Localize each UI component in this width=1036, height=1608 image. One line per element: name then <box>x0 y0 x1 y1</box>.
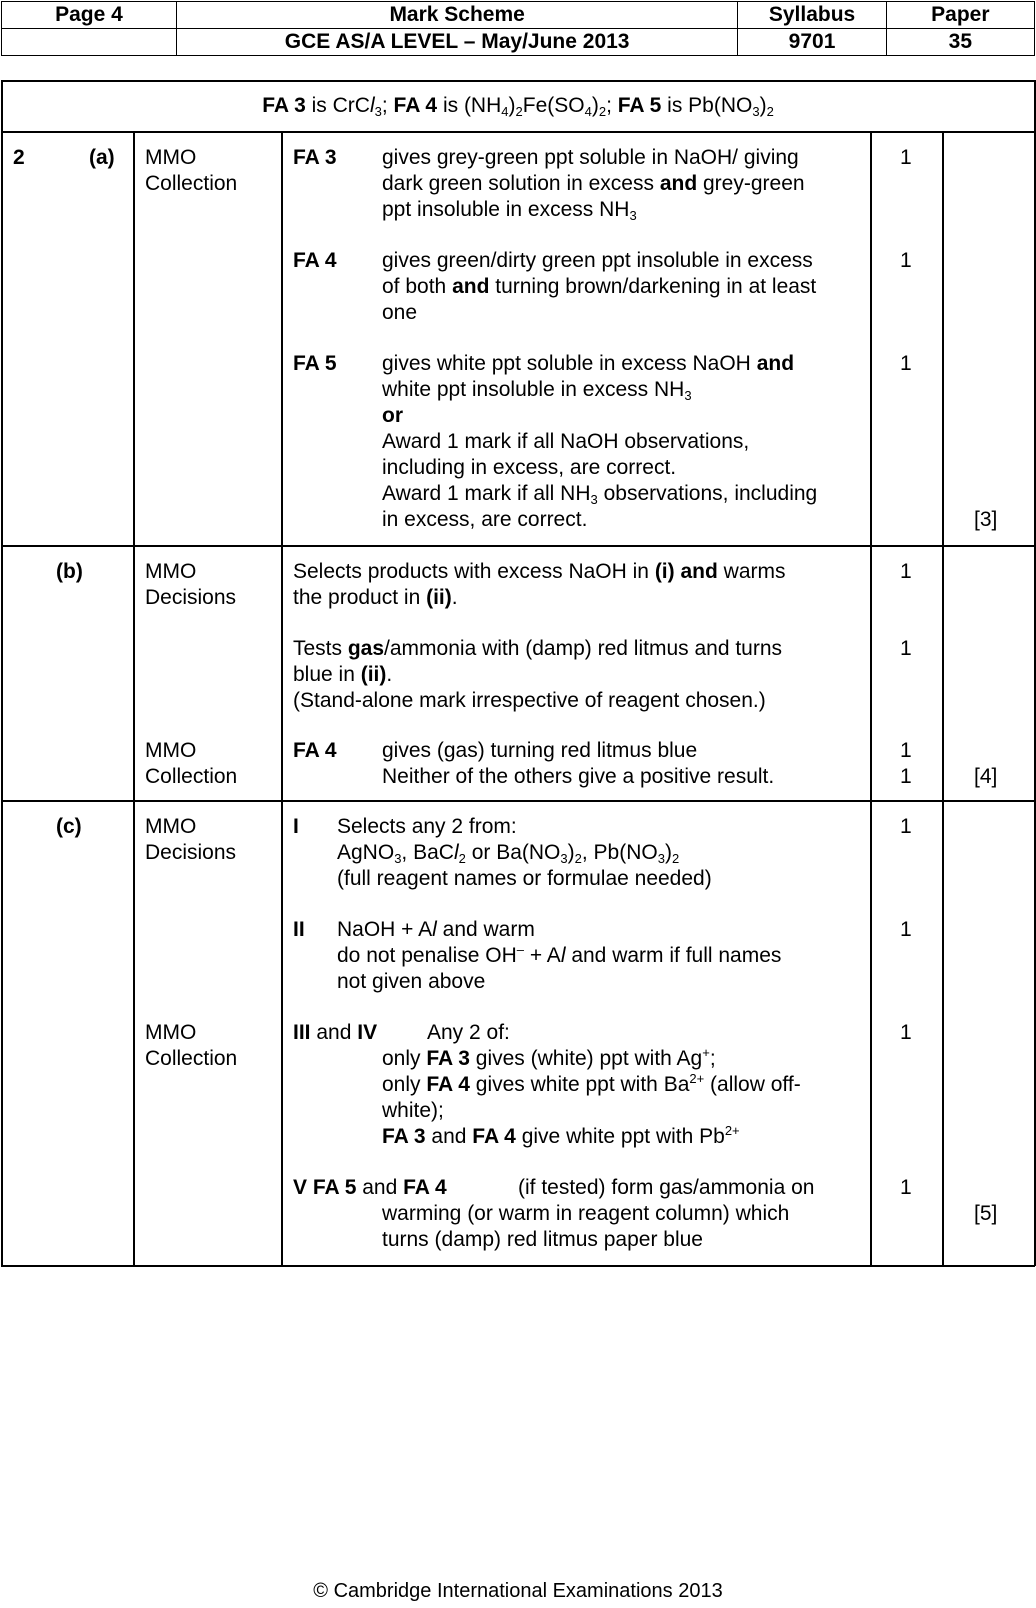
answer-line: only FA 4 gives white ppt with $Ba^{2+}$ (allow off- <box>382 1071 801 1096</box>
answer-line: Selects any 2 from: <box>337 815 517 838</box>
mark-value: 1 <box>900 1021 912 1044</box>
roman-numeral: II <box>293 918 305 941</box>
total-marks: [4] <box>974 765 998 788</box>
mark-value: 1 <box>900 352 912 375</box>
answer-line: gives grey-green ppt soluble in NaOH/ giving <box>382 146 799 169</box>
answer-line: of both and turning brown/darkening in at least <box>382 275 817 298</box>
fa3-label: FA 3 <box>293 146 337 169</box>
answer-line: gives white ppt soluble in excess NaOH and <box>382 352 795 375</box>
answer-line: Tests gas/ammonia with (damp) red litmus and turns <box>293 637 783 660</box>
total-marks: [5] <box>974 1202 998 1225</box>
roman-numeral: V FA 5 and FA 4 <box>293 1176 447 1199</box>
or-label: or <box>382 404 403 427</box>
exam-title: GCE AS/A LEVEL – May/June 2013 <box>176 29 738 56</box>
header-empty-cell <box>2 29 177 56</box>
fa5-label: FA 5 <box>293 352 337 375</box>
answer-line: ppt insoluble in excess $NH_3$ <box>382 198 637 223</box>
part-label: (c) <box>56 815 82 838</box>
syllabus-label: Syllabus <box>738 2 886 29</box>
answer-line: white); <box>382 1099 444 1122</box>
mark-value: 1 <box>900 249 912 272</box>
paper-label: Paper <box>886 2 1034 29</box>
fa4-label: FA 4 <box>293 249 337 272</box>
roman-numeral: III and IV <box>293 1021 378 1044</box>
answer-line: NaOH + Al and warm <box>337 918 535 941</box>
mmo-label: MMO <box>145 146 197 169</box>
mmo-label: MMO <box>145 739 197 762</box>
mark-value: 1 <box>900 765 912 788</box>
total-marks: [3] <box>974 508 998 531</box>
answer-line: only FA 3 gives (white) ppt with Ag+; <box>382 1045 716 1070</box>
mark-value: 1 <box>900 918 912 941</box>
answer-line: (if tested) form gas/ammonia on <box>518 1176 815 1199</box>
answer-line: turns (damp) red litmus paper blue <box>382 1228 703 1251</box>
answer-line: one <box>382 301 418 324</box>
answer-line: FA 3 and FA 4 give white ppt with $Pb^{2+}$ <box>382 1123 740 1148</box>
answer-line: gives (gas) turning red litmus blue <box>382 739 698 762</box>
mark-value: 1 <box>900 637 912 660</box>
mark-value: 1 <box>900 739 912 762</box>
mmo-label: MMO <box>145 560 197 583</box>
part-label: (b) <box>56 560 83 583</box>
mmo-label: MMO <box>145 815 197 838</box>
part-label: (a) <box>89 146 115 169</box>
mmo-type: Decisions <box>145 841 237 864</box>
mark-value: 1 <box>900 1176 912 1199</box>
answer-line: Selects products with excess NaOH in (i) and warms <box>293 560 786 583</box>
substances-intro: FA 3 is CrCl$_3$; FA 4 is $(NH_4)_2Fe(SO_4)_2$; FA 5 is $Pb(NO_3)_2$ <box>262 94 774 119</box>
page-number: Page 4 <box>2 2 177 29</box>
mark-value: 1 <box>900 146 912 169</box>
answer-line: including in excess, are correct. <box>382 456 677 479</box>
answer-line: Neither of the others give a positive result. <box>382 765 775 788</box>
mmo-type: Collection <box>145 765 238 788</box>
answer-line: AgNO$_3$, BaCl$_2$ or $Ba(NO_3)_2$, $Pb(NO_3)_2$ <box>337 841 680 866</box>
answer-line: (full reagent names or formulae needed) <box>337 867 712 890</box>
mmo-type: Collection <box>145 1047 238 1070</box>
answer-line: (Stand-alone mark irrespective of reagent chosen.) <box>293 689 766 712</box>
mark-value: 1 <box>900 815 912 838</box>
header-table <box>1 1 1035 56</box>
syllabus-code: 9701 <box>738 29 886 56</box>
mark-scheme-label: Mark Scheme <box>176 2 738 29</box>
fa4-label: FA 4 <box>293 739 337 762</box>
mmo-type: Collection <box>145 172 238 195</box>
answer-line: Award 1 mark if all $NH_3$ observations, including <box>382 482 818 507</box>
answer-line: do not penalise OH– + Al and warm if full names <box>337 942 782 967</box>
answer-line: not given above <box>337 970 486 993</box>
mmo-type: Decisions <box>145 586 237 609</box>
mark-value: 1 <box>900 560 912 583</box>
answer-line: Award 1 mark if all NaOH observations, <box>382 430 750 453</box>
answer-line: blue in (ii). <box>293 663 393 686</box>
answer-line: in excess, are correct. <box>382 508 588 531</box>
answer-line: gives green/dirty green ppt insoluble in excess <box>382 249 813 272</box>
question-number: 2 <box>13 146 25 169</box>
answer-line: white ppt insoluble in excess $NH_3$ <box>382 378 692 403</box>
roman-numeral: I <box>293 815 299 838</box>
answer-line: the product in (ii). <box>293 586 458 609</box>
answer-line: warming (or warm in reagent column) which <box>382 1202 790 1225</box>
mmo-label: MMO <box>145 1021 197 1044</box>
paper-code: 35 <box>886 29 1034 56</box>
copyright-footer: © Cambridge International Examinations 2013 <box>313 1580 723 1602</box>
answer-line: dark green solution in excess and grey-green <box>382 172 805 195</box>
answer-line: Any 2 of: <box>427 1021 510 1044</box>
